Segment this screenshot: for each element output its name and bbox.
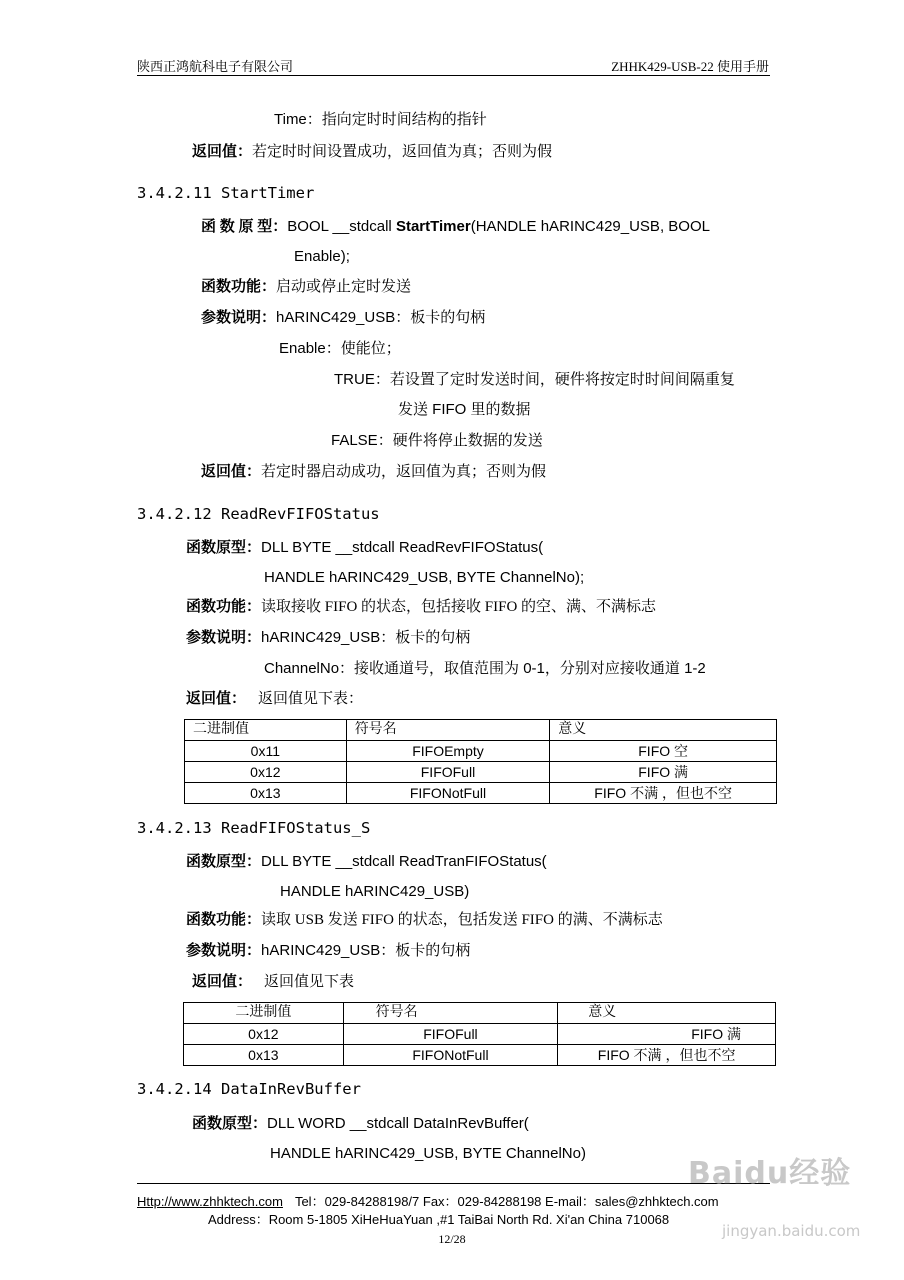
function-label: 函数功能： [186,599,262,615]
intro-return [192,143,552,161]
footer-contact-line [137,1191,719,1210]
params-label: 参数说明： [201,310,277,326]
prototype-text: (HANDLE hARINC429_USB, BOOL [470,218,710,235]
function-label: 函数功能： [186,912,262,928]
table-cell: FIFOFull [346,762,550,783]
footer-rule [137,1183,770,1184]
table-cell: FIFO 不满 ，但也不空 [558,1045,776,1066]
section-heading-read-fifo-status-s: 3.4.2.13 ReadFIFOStatus_S [137,819,371,837]
time-desc: 指向定时时间结构的指针 [321,112,487,128]
section-heading-start-timer: 3.4.2.11 StartTimer [137,184,315,202]
status-table-tran [183,1002,776,1066]
table-cell: 0x13 [184,1045,344,1066]
params-desc: hARINC429_USB：板卡的句柄 [276,309,486,326]
return-desc: 若定时器启动成功，返回值为真；否则为假 [261,464,547,480]
return-desc: 若定时时间设置成功，返回值为真；否则为假 [252,144,553,160]
table-cell: FIFO 满 [550,762,777,783]
table-header: 符号名 [346,720,550,741]
s13-params [186,942,470,960]
prototype-text: DLL BYTE __stdcall ReadTranFIFOStatus( [261,853,547,870]
s12-prototype-line1 [186,539,543,557]
table-cell: 0x13 [185,783,347,804]
prototype-function-name: StartTimer [395,218,471,235]
s14-prototype-line2: HANDLE hARINC429_USB, BYTE ChannelNo) [270,1145,586,1162]
time-label: Time： [274,111,322,128]
table-cell: FIFO 不满 ，但也不空 [550,783,777,804]
watermark-site: jingyan.baidu.com [722,1222,861,1240]
prototype-text: BOOL __stdcall [287,218,396,235]
return-label: 返回值： [192,974,253,990]
s12-return [186,690,363,708]
s12-prototype-line2: HANDLE hARINC429_USB, BYTE ChannelNo); [264,569,585,586]
section-heading-read-rev-fifo-status: 3.4.2.12 ReadRevFIFOStatus [137,505,380,523]
table-header: 符号名 [343,1003,558,1024]
return-label: 返回值： [201,464,262,480]
table-header: 意义 [558,1003,776,1024]
header-rule [137,75,770,76]
return-label: 返回值： [192,144,253,160]
table-cell: 0x12 [184,1024,344,1045]
prototype-label: 函数原型： [186,540,262,556]
time-param [274,111,487,129]
s13-prototype-line2: HANDLE hARINC429_USB) [280,883,470,900]
function-desc: 读取接收 FIFO 的状态，包括接收 FIFO 的空、满、不满标志 [261,599,657,615]
s11-false-desc: FALSE：硬件将停止数据的发送 [331,432,543,449]
table-header-row [185,720,777,741]
table-cell: FIFONotFull [346,783,550,804]
s13-prototype-line1 [186,853,547,871]
footer-contact: Tel：029-84288198/7 Fax：029-84288198 E-mail：sales@zhhktech.com [294,1194,719,1209]
header-company: 陕西正鸿航科电子有限公司 [137,59,294,74]
table-cell: FIFO 满 [558,1024,776,1045]
s11-true-desc-cont: 发送 FIFO 里的数据 [398,401,531,418]
prototype-text: DLL WORD __stdcall DataInRevBuffer( [267,1115,529,1132]
s14-prototype-line1 [192,1115,529,1133]
s11-prototype-line2: Enable); [294,248,350,265]
s11-enable-param: Enable：使能位； [279,340,401,357]
s11-params [201,309,485,327]
table-cell: FIFO 空 [550,741,777,762]
table-header: 二进制值 [184,1003,344,1024]
params-label: 参数说明： [186,630,262,646]
table-cell: 0x11 [185,741,347,762]
footer-website-link[interactable]: Http://www.zhhktech.com [137,1194,283,1209]
prototype-label: 函 数 原 型： [201,219,288,235]
function-label: 函数功能： [201,279,277,295]
table-header: 意义 [550,720,777,741]
table-header: 二进制值 [185,720,347,741]
table-cell: FIFONotFull [343,1045,558,1066]
return-desc: 返回值见下表： [258,691,364,707]
status-table-rev [184,719,777,804]
table-row [184,1024,776,1045]
function-desc: 启动或停止定时发送 [276,279,412,295]
params-desc: hARINC429_USB：板卡的句柄 [261,629,471,646]
table-row [184,1045,776,1066]
prototype-label: 函数原型： [186,854,262,870]
s11-return [201,463,546,481]
params-label: 参数说明： [186,943,262,959]
s12-channel-param: ChannelNo：接收通道号，取值范围为 0-1，分别对应接收通道 1-2 [264,660,706,677]
s11-function [201,278,411,296]
prototype-label: 函数原型： [192,1116,268,1132]
footer-address: Address：Room 5-1805 XiHeHuaYuan ,#1 TaiBai North Rd. Xi'an China 710068 [208,1212,670,1227]
prototype-text: DLL BYTE __stdcall ReadRevFIFOStatus( [261,539,544,556]
table-row [185,741,777,762]
table-cell: 0x12 [185,762,347,783]
table-header-row [184,1003,776,1024]
table-row [185,762,777,783]
function-desc: 读取 USB 发送 FIFO 的状态，包括发送 FIFO 的满、不满标志 [261,912,663,928]
s13-return [192,973,354,991]
s13-function [186,911,663,929]
s11-true-desc: TRUE：若设置了定时发送时间，硬件将按定时时间间隔重复 [334,371,735,388]
params-desc: hARINC429_USB：板卡的句柄 [261,942,471,959]
s12-function [186,598,656,616]
s11-prototype-line1 [201,218,710,236]
return-desc: 返回值见下表 [264,974,355,990]
table-row [185,783,777,804]
page-number: 12/28 [438,1232,466,1246]
section-heading-data-in-rev-buffer: 3.4.2.14 DataInRevBuffer [137,1080,361,1098]
header-manual-title: ZHHK429-USB-22 使用手册 [611,59,769,74]
watermark-brand: Baidu经验 [688,1156,852,1191]
return-label: 返回值： [186,691,247,707]
table-cell: FIFOFull [343,1024,558,1045]
s12-params [186,629,470,647]
table-cell: FIFOEmpty [346,741,550,762]
